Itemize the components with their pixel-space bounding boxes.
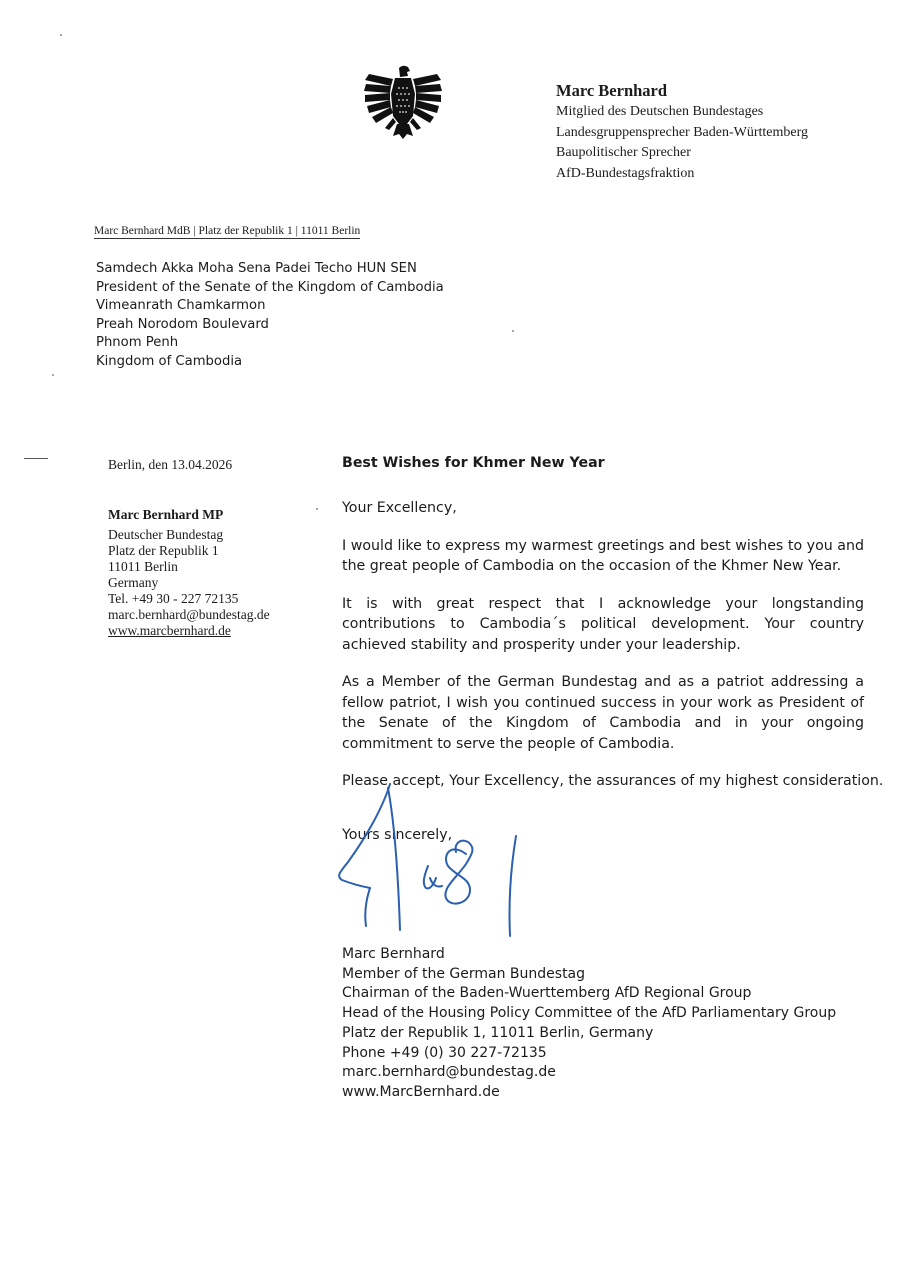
paragraph-3: As a Member of the German Bundestag and as a patriot addressing a fellow patriot, I wish you continued success in your work as President of the Senate of the Kingdom of Cambodia and in your ongoing commitment to serve the people of Cambodia. bbox=[342, 674, 864, 752]
signature-block bbox=[342, 945, 836, 1103]
recipient-line-4: Preah Norodom Boulevard bbox=[96, 316, 269, 332]
sender-name: Marc Bernhard MP bbox=[108, 507, 224, 522]
recipient-line-5: Phnom Penh bbox=[96, 335, 179, 350]
scan-speck bbox=[512, 330, 514, 332]
recipient-line-3: Vimeanrath Chamkarmon bbox=[96, 298, 266, 313]
letterhead-line-2: Landesgruppensprecher Baden-Württemberg bbox=[556, 124, 809, 140]
footer-website: www.MarcBernhard.de bbox=[342, 1083, 500, 1100]
recipient-line-2: President of the Senate of the Kingdom of Cambodia bbox=[96, 279, 444, 295]
sender-street: Platz der Republik 1 bbox=[108, 543, 219, 558]
letterhead-line-4: AfD-Bundestagsfraktion bbox=[556, 165, 695, 181]
scan-speck bbox=[60, 34, 62, 36]
paragraph-1: I would like to express my warmest greetings and best wishes to you and the great people of Cambodia on the occasion of the Khmer New Year. bbox=[342, 537, 864, 574]
letterhead bbox=[556, 80, 876, 184]
footer-role-2: Head of the Housing Policy Committee of the AfD Parliamentary Group bbox=[342, 1005, 837, 1022]
recipient-line-1: Samdech Akka Moha Sena Padei Techo HUN SEN bbox=[96, 261, 417, 276]
sender-website: www.marcbernhard.de bbox=[108, 623, 231, 638]
federal-eagle-icon bbox=[363, 64, 443, 140]
salutation: Your Excellency, bbox=[342, 500, 457, 516]
paragraph-4: Please accept, Your Excellency, the assurances of my highest consideration. bbox=[342, 773, 884, 789]
letterhead-line-1: Mitglied des Deutschen Bundestages bbox=[556, 104, 764, 119]
footer-role-1: Chairman of the Baden-Wuerttemberg AfD Regional Group bbox=[342, 985, 752, 1002]
footer-title: Member of the German Bundestag bbox=[342, 965, 586, 982]
recipient-line-6: Kingdom of Cambodia bbox=[96, 353, 243, 369]
closing: Yours sincerely, bbox=[342, 826, 453, 843]
sender-city: 11011 Berlin bbox=[108, 559, 178, 574]
letterhead-line-3: Baupolitischer Sprecher bbox=[556, 145, 691, 160]
letterhead-name: Marc Bernhard bbox=[556, 81, 668, 100]
footer-phone: Phone +49 (0) 30 227-72135 bbox=[342, 1044, 547, 1061]
sender-org: Deutscher Bundestag bbox=[108, 527, 224, 542]
sender-country: Germany bbox=[108, 575, 159, 590]
letter-body bbox=[342, 498, 884, 845]
paragraph-2: It is with great respect that I acknowledge your longstanding contributions to Cambodia´s political development. Your country achieved stability and prosperity under your leadership. bbox=[342, 595, 864, 653]
recipient-address bbox=[96, 260, 444, 371]
letter-subject: Best Wishes for Khmer New Year bbox=[342, 455, 605, 471]
sender-info bbox=[108, 507, 270, 639]
date-line: Berlin, den 13.04.2026 bbox=[108, 457, 233, 472]
fold-mark bbox=[24, 458, 48, 459]
sender-email: marc.bernhard@bundestag.de bbox=[108, 607, 270, 622]
sender-phone: Tel. +49 30 - 227 72135 bbox=[108, 591, 239, 606]
footer-name: Marc Bernhard bbox=[342, 946, 445, 962]
scan-speck bbox=[52, 374, 54, 376]
return-address: Marc Bernhard MdB | Platz der Republik 1 | 11011 Berlin bbox=[94, 225, 361, 237]
scan-speck bbox=[316, 508, 318, 510]
footer-email: marc.bernhard@bundestag.de bbox=[342, 1064, 556, 1081]
footer-address: Platz der Republik 1, 11011 Berlin, Germany bbox=[342, 1024, 654, 1041]
